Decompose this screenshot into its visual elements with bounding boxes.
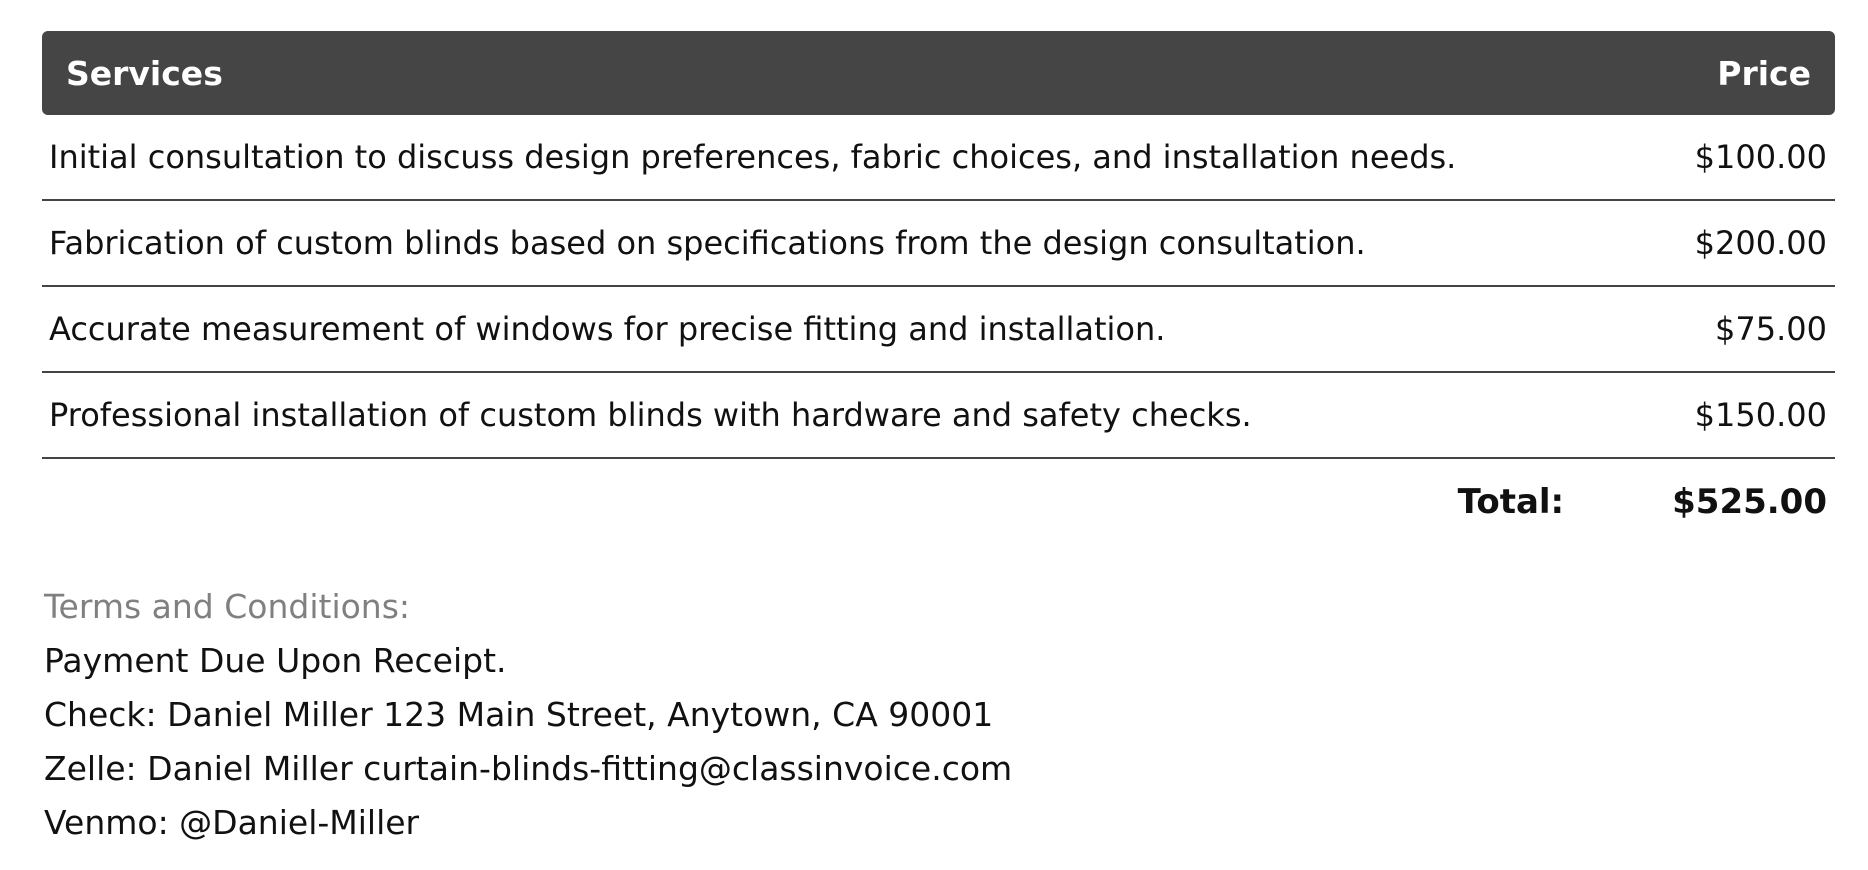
total-label: Total: — [1457, 482, 1565, 522]
table-header — [42, 31, 1835, 115]
table-row — [42, 373, 1835, 459]
terms-title: Terms and Conditions: — [44, 587, 411, 626]
terms-section — [44, 580, 1012, 850]
total-row — [42, 459, 1835, 545]
service-price: $150.00 — [1694, 396, 1827, 434]
total-value: $525.00 — [1672, 482, 1827, 522]
terms-check-info: Check: Daniel Miller 123 Main Street, Anytown, CA 90001 — [44, 695, 994, 734]
service-price: $200.00 — [1694, 224, 1827, 262]
service-description: Accurate measurement of windows for precise fitting and installation. — [49, 310, 1166, 348]
table-row — [42, 201, 1835, 287]
price-column-header: Price — [1717, 53, 1811, 93]
table-row — [42, 115, 1835, 201]
service-description: Initial consultation to discuss design preferences, fabric choices, and installation needs. — [49, 138, 1457, 176]
terms-payment-due: Payment Due Upon Receipt. — [44, 641, 507, 680]
terms-venmo-info: Venmo: @Daniel-Miller — [44, 803, 420, 842]
service-price: $100.00 — [1694, 138, 1827, 176]
service-description: Professional installation of custom blinds with hardware and safety checks. — [49, 396, 1252, 434]
table-row — [42, 287, 1835, 373]
services-column-header: Services — [66, 53, 223, 93]
service-price: $75.00 — [1715, 310, 1827, 348]
service-description: Fabrication of custom blinds based on specifications from the design consultation. — [49, 224, 1366, 262]
terms-zelle-info: Zelle: Daniel Miller curtain-blinds-fitting@classinvoice.com — [44, 749, 1013, 788]
services-table — [42, 31, 1835, 545]
